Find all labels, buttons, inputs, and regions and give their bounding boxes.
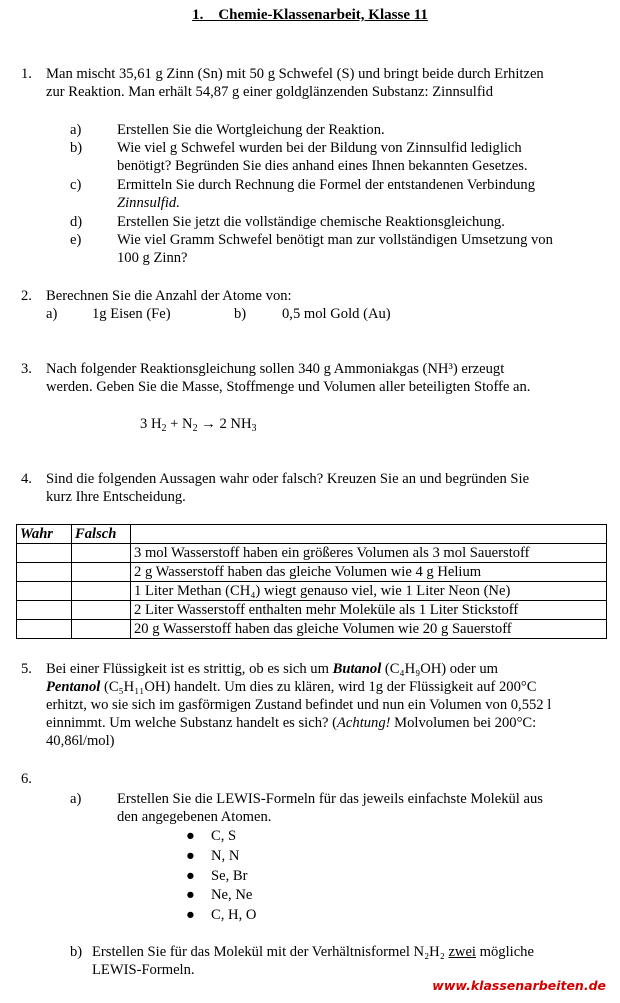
bullet-item: C, S bbox=[211, 828, 237, 844]
q6a-text2: den angegebenen Atomen. bbox=[117, 809, 272, 825]
statement-header bbox=[131, 525, 607, 544]
bullet-item: Se, Br bbox=[211, 868, 248, 884]
q5-line4: einnimmt. Um welche Substanz handelt es sich? (Achtung! Molvolumen bei 200°C: bbox=[46, 715, 537, 731]
statement-cell: 2 Liter Wasserstoff enthalten mehr Moleküle als 1 Liter Stickstoff bbox=[131, 601, 607, 620]
q1e-text2: 100 g Zinn? bbox=[117, 250, 188, 266]
table-row bbox=[17, 601, 607, 620]
q1c-text1: Ermitteln Sie durch Rechnung die Formel der entstandenen Verbindung bbox=[117, 177, 535, 193]
bullet-icon: ● bbox=[186, 848, 195, 864]
table-header-row bbox=[17, 525, 607, 544]
col-falsch-header: Falsch bbox=[72, 525, 131, 544]
q4-number: 4. bbox=[21, 471, 32, 487]
q1b-label: b) bbox=[70, 140, 83, 156]
wahr-checkbox-cell[interactable] bbox=[17, 601, 72, 620]
bullet-icon: ● bbox=[186, 887, 195, 903]
q6b-text2: LEWIS-Formeln. bbox=[92, 962, 195, 978]
table-row bbox=[17, 563, 607, 582]
q1c-label: c) bbox=[70, 177, 82, 193]
q2a-label: a) bbox=[46, 306, 58, 322]
q1b-text1: Wie viel g Schwefel wurden bei der Bildung von Zinnsulfid lediglich bbox=[117, 140, 522, 156]
q6a-label: a) bbox=[70, 791, 82, 807]
q5-line5: 40,86l/mol) bbox=[46, 733, 115, 749]
wahr-checkbox-cell[interactable] bbox=[17, 563, 72, 582]
q2b-label: b) bbox=[234, 306, 247, 322]
statement-cell: 1 Liter Methan (CH₄) wiegt genauso viel, wie 1 Liter Neon (Ne) bbox=[131, 582, 607, 601]
falsch-checkbox-cell[interactable] bbox=[72, 563, 131, 582]
q6b-label: b) bbox=[70, 944, 83, 960]
bullet-icon: ● bbox=[186, 868, 195, 884]
q2a-text: 1g Eisen (Fe) bbox=[92, 306, 171, 322]
q1e-text1: Wie viel Gramm Schwefel benötigt man zur vollständigen Umsetzung von bbox=[117, 232, 553, 248]
q5-line2: Pentanol (C₅H₁₁OH) handelt. Um dies zu klären, wird 1g der Flüssigkeit auf 200°C bbox=[46, 679, 537, 695]
q1d-text: Erstellen Sie jetzt die vollständige chemische Reaktionsgleichung. bbox=[117, 214, 505, 230]
q5-line1: Bei einer Flüssigkeit ist es strittig, ob es sich um Butanol (C₄H₉OH) oder um bbox=[46, 661, 499, 677]
q3-line2: werden. Geben Sie die Masse, Stoffmenge und Volumen aller beteiligten Stoffe an. bbox=[46, 379, 531, 395]
bullet-item: Ne, Ne bbox=[211, 887, 253, 903]
q3-number: 3. bbox=[21, 361, 32, 377]
q1d-label: d) bbox=[70, 214, 83, 230]
wahr-checkbox-cell[interactable] bbox=[17, 582, 72, 601]
falsch-checkbox-cell[interactable] bbox=[72, 620, 131, 639]
q1b-text2: benötigt? Begründen Sie dies anhand eines Ihnen bekannten Gesetzes. bbox=[117, 158, 528, 174]
q2-text: Berechnen Sie die Anzahl der Atome von: bbox=[46, 288, 292, 304]
q5-number: 5. bbox=[21, 661, 32, 677]
q4-line1: Sind die folgenden Aussagen wahr oder falsch? Kreuzen Sie an und begründen Sie bbox=[46, 471, 530, 487]
wahr-checkbox-cell[interactable] bbox=[17, 620, 72, 639]
table-row bbox=[17, 582, 607, 601]
q6-number: 6. bbox=[21, 771, 32, 787]
q2-number: 2. bbox=[21, 288, 32, 304]
q6a-text1: Erstellen Sie die LEWIS-Formeln für das jeweils einfachste Molekül aus bbox=[117, 791, 543, 807]
statement-cell: 3 mol Wasserstoff haben ein größeres Volumen als 3 mol Sauerstoff bbox=[131, 544, 607, 563]
bullet-icon: ● bbox=[186, 828, 195, 844]
bullet-icon: ● bbox=[186, 907, 195, 923]
q1e-label: e) bbox=[70, 232, 82, 248]
q3-line1: Nach folgender Reaktionsgleichung sollen 340 g Ammoniakgas (NH³) erzeugt bbox=[46, 361, 505, 377]
q5-line3: erhitzt, wo sie sich im gasförmigen Zustand befindet und nun ein Volumen von 0,552 l bbox=[46, 697, 552, 713]
page-title: 1. Chemie-Klassenarbeit, Klasse 11 bbox=[192, 7, 428, 23]
table-row bbox=[17, 544, 607, 563]
q1a-text: Erstellen Sie die Wortgleichung der Reaktion. bbox=[117, 122, 385, 138]
statement-cell: 2 g Wasserstoff haben das gleiche Volumen wie 4 g Helium bbox=[131, 563, 607, 582]
q1-line1: Man mischt 35,61 g Zinn (Sn) mit 50 g Schwefel (S) und bringt beide durch Erhitzen bbox=[46, 66, 544, 82]
table-row bbox=[17, 620, 607, 639]
q1-number: 1. bbox=[21, 66, 32, 82]
falsch-checkbox-cell[interactable] bbox=[72, 582, 131, 601]
q3-equation: 3 $H_2 + N_2 \to 2$ $NH_3$ bbox=[140, 416, 257, 434]
statement-cell: 20 g Wasserstoff haben das gleiche Volumen wie 20 g Sauerstoff bbox=[131, 620, 607, 639]
q2b-text: 0,5 mol Gold (Au) bbox=[282, 306, 391, 322]
bullet-item: C, H, O bbox=[211, 907, 257, 923]
col-wahr-header: Wahr bbox=[17, 525, 72, 544]
q1c-text2: Zinnsulfid. bbox=[117, 195, 180, 211]
bullet-item: N, N bbox=[211, 848, 240, 864]
q1a-label: a) bbox=[70, 122, 82, 138]
wahr-checkbox-cell[interactable] bbox=[17, 544, 72, 563]
q6b-text1: Erstellen Sie für das Molekül mit der Verhältnisformel N₂H₂ zwei mögliche bbox=[92, 944, 534, 960]
falsch-checkbox-cell[interactable] bbox=[72, 544, 131, 563]
q1-line2: zur Reaktion. Man erhält 54,87 g einer goldglänzenden Substanz: Zinnsulfid bbox=[46, 84, 494, 100]
q4-line2: kurz Ihre Entscheidung. bbox=[46, 489, 186, 505]
falsch-checkbox-cell[interactable] bbox=[72, 601, 131, 620]
statements-table bbox=[16, 524, 607, 639]
watermark-link[interactable]: www.klassenarbeiten.de bbox=[432, 978, 606, 993]
